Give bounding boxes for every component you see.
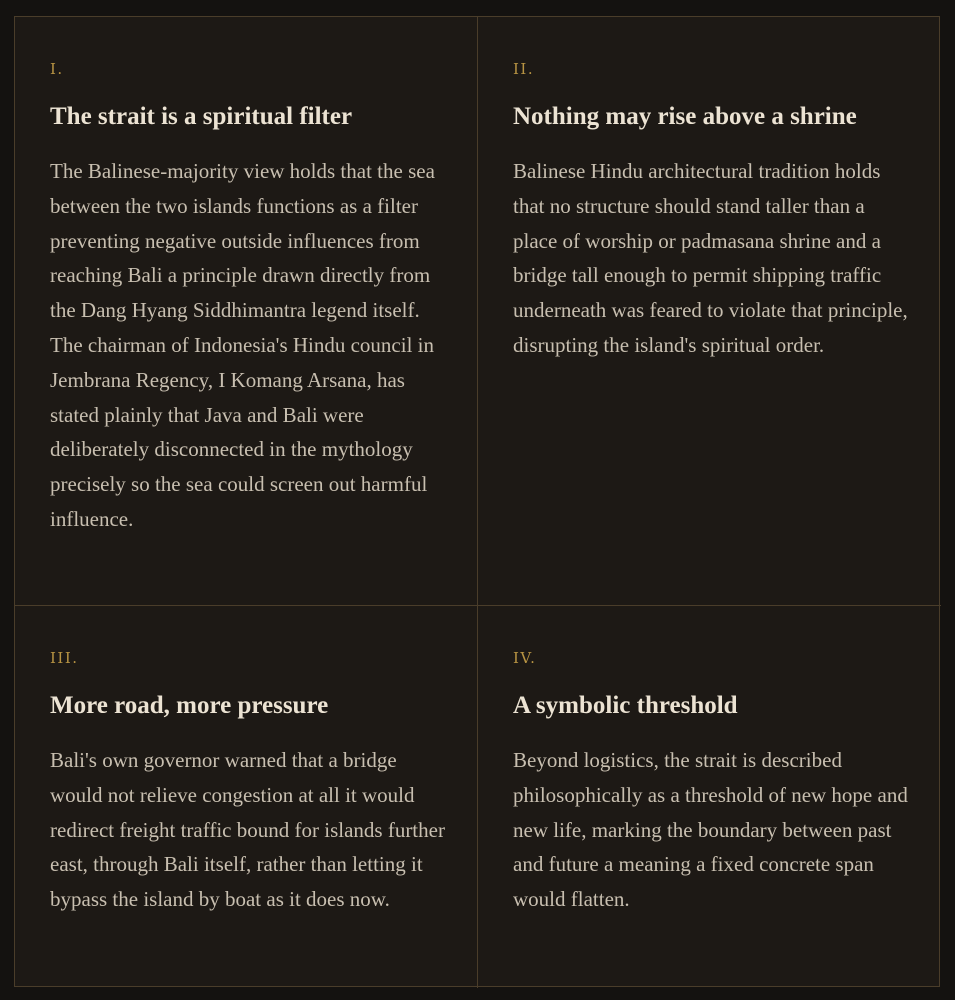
card-numeral: IV. — [513, 649, 537, 667]
card-title: Nothing may rise above a shrine — [513, 103, 857, 130]
card-body: Bali's own governor warned that a bridge would not relieve congestion at all it would redirect freight traffic bound for islands further east, through Bali itself, rather than letting it bypass the island by boat as it does now. — [50, 748, 445, 912]
card-numeral: II. — [513, 60, 535, 78]
card-title: The strait is a spiritual filter — [50, 103, 353, 130]
argument-grid — [14, 16, 940, 987]
card-body: Beyond logistics, the strait is described philosophically as a threshold of new hope and new life, marking the boundary between past and future a meaning a fixed concrete span would flatten. — [513, 748, 908, 912]
card-symbolic-threshold — [478, 606, 941, 988]
card-body: Balinese Hindu architectural tradition holds that no structure should stand taller than a place of worship or padmasana shrine and a bridge tall enough to permit shipping traffic underneath was feared to violate that principle, disrupting the island's spiritual order. — [513, 159, 908, 357]
card-shrine-height — [478, 17, 941, 606]
card-numeral: III. — [50, 649, 79, 667]
card-numeral: I. — [50, 60, 64, 78]
card-road-pressure — [15, 606, 478, 988]
card-spiritual-filter — [15, 17, 478, 606]
card-title: More road, more pressure — [50, 692, 329, 719]
card-body: The Balinese-majority view holds that the sea between the two islands functions as a filter preventing negative outside influences from reaching Bali a principle drawn directly from the Dang Hyang Siddhimantra legend itself. The chairman of Indonesia's Hindu council in Jembrana Regency, I Komang Arsana, has stated plainly that Java and Bali were deliberately disconnected in the mythology precisely so the sea could screen out harmful influence. — [50, 159, 435, 531]
card-title: A symbolic threshold — [513, 692, 738, 719]
